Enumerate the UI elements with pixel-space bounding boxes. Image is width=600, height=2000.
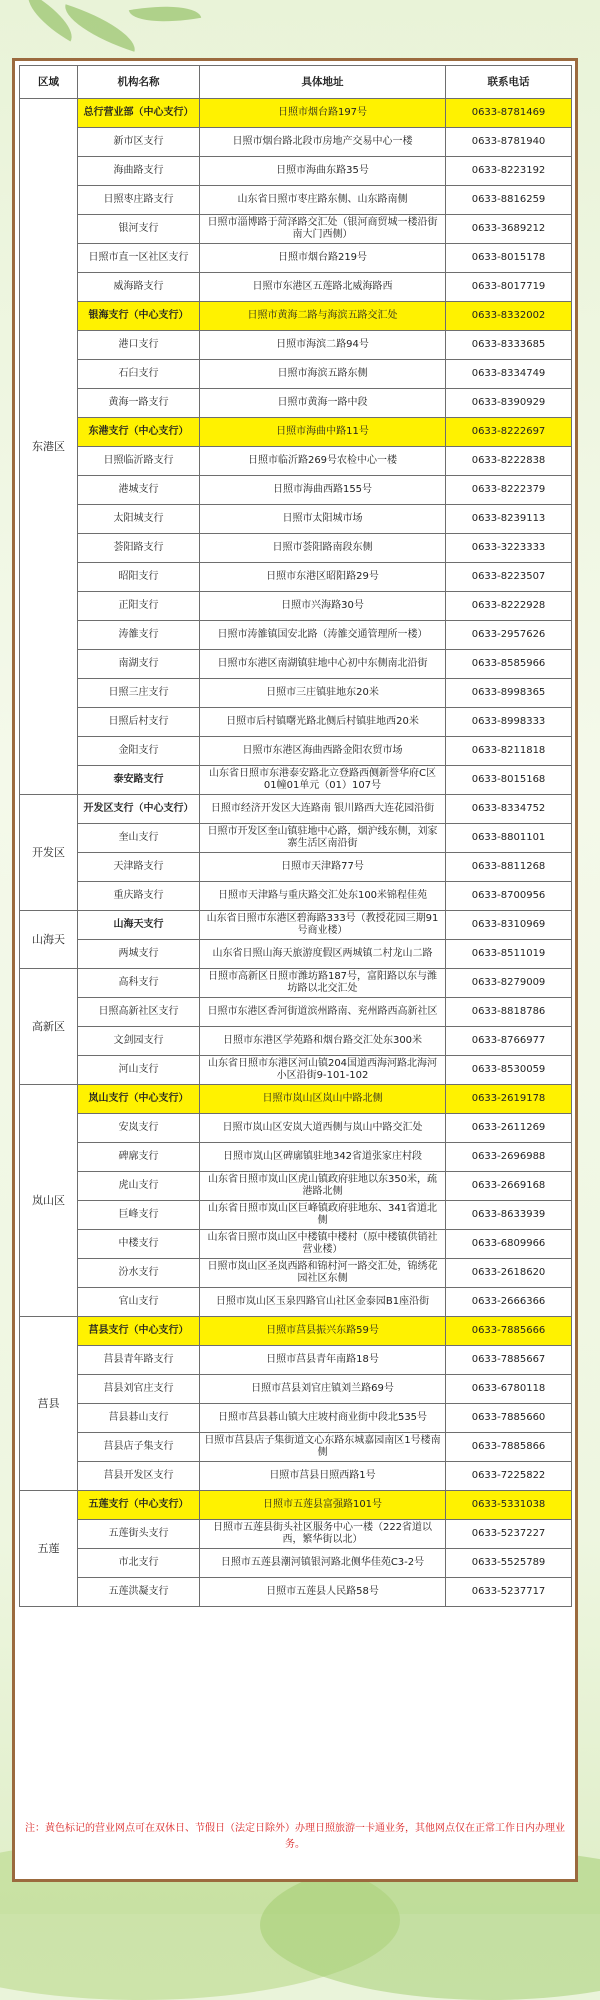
table-row	[20, 302, 572, 331]
phone-cell: 0633-8239113	[446, 505, 572, 534]
branch-name-cell: 日照三庄支行	[78, 679, 200, 708]
branch-name-cell: 天津路支行	[78, 853, 200, 882]
table-row	[20, 1462, 572, 1491]
branch-name-cell: 高科支行	[78, 969, 200, 998]
address-cell: 日照市黄海一路中段	[200, 389, 446, 418]
table-row	[20, 273, 572, 302]
phone-cell: 0633-8310969	[446, 911, 572, 940]
table-row	[20, 1201, 572, 1230]
phone-cell: 0633-8222928	[446, 592, 572, 621]
branch-name-cell: 总行营业部（中心支行）	[78, 99, 200, 128]
address-cell: 日照市兴海路30号	[200, 592, 446, 621]
region-cell: 东港区	[20, 99, 78, 795]
address-cell: 日照市临沂路269号农检中心一楼	[200, 447, 446, 476]
table-row	[20, 99, 572, 128]
branch-name-cell: 岚山支行（中心支行）	[78, 1085, 200, 1114]
table-row	[20, 1520, 572, 1549]
branch-name-cell: 奎山支行	[78, 824, 200, 853]
branch-name-cell: 汾水支行	[78, 1259, 200, 1288]
phone-cell: 0633-8530059	[446, 1056, 572, 1085]
address-cell: 日照市岚山区圣岚西路和锦村河一路交汇处，锦绣花园社区东侧	[200, 1259, 446, 1288]
address-cell: 山东省日照市东港泰安路北立登路西侧新誉华府C区01幢01单元（01）107号	[200, 766, 446, 795]
branch-name-cell: 银海支行（中心支行）	[78, 302, 200, 331]
phone-cell: 0633-8334752	[446, 795, 572, 824]
branch-name-cell: 黄海一路支行	[78, 389, 200, 418]
address-cell: 日照市莒县店子集街道文心东路东城嘉园南区1号楼南侧	[200, 1433, 446, 1462]
address-cell: 日照市烟台路219号	[200, 244, 446, 273]
address-cell: 日照市开发区奎山镇驻地中心路，烟沪线东侧，刘家寨生活区南沿街	[200, 824, 446, 853]
table-row	[20, 1027, 572, 1056]
address-cell: 日照市烟台路197号	[200, 99, 446, 128]
branch-name-cell: 海曲路支行	[78, 157, 200, 186]
phone-cell: 0633-8390929	[446, 389, 572, 418]
phone-cell: 0633-8816259	[446, 186, 572, 215]
address-cell: 日照市五莲县富强路101号	[200, 1491, 446, 1520]
address-cell: 日照市海滨二路94号	[200, 331, 446, 360]
branch-name-cell: 五莲支行（中心支行）	[78, 1491, 200, 1520]
address-cell: 日照市东港区南湖镇驻地中心初中东侧南北沿街	[200, 650, 446, 679]
phone-cell: 0633-8998333	[446, 708, 572, 737]
header-phone: 联系电话	[446, 66, 572, 99]
table-row	[20, 679, 572, 708]
phone-cell: 0633-2619178	[446, 1085, 572, 1114]
leaf-decoration	[129, 0, 201, 30]
address-cell: 山东省日照市岚山区巨峰镇政府驻地东、341省道北侧	[200, 1201, 446, 1230]
table-row	[20, 418, 572, 447]
region-cell: 莒县	[20, 1317, 78, 1491]
table-row	[20, 708, 572, 737]
branch-name-cell: 开发区支行（中心支行）	[78, 795, 200, 824]
table-row	[20, 882, 572, 911]
table-row	[20, 998, 572, 1027]
branch-name-cell: 市北支行	[78, 1549, 200, 1578]
branch-name-cell: 莒县支行（中心支行）	[78, 1317, 200, 1346]
header-region: 区域	[20, 66, 78, 99]
table-row	[20, 1404, 572, 1433]
branch-name-cell: 官山支行	[78, 1288, 200, 1317]
branch-name-cell: 日照临沂路支行	[78, 447, 200, 476]
address-cell: 日照市海滨五路东侧	[200, 360, 446, 389]
phone-cell: 0633-8223507	[446, 563, 572, 592]
phone-cell: 0633-7885866	[446, 1433, 572, 1462]
phone-cell: 0633-7885667	[446, 1346, 572, 1375]
branch-name-cell: 河山支行	[78, 1056, 200, 1085]
header-name: 机构名称	[78, 66, 200, 99]
address-cell: 日照市五莲县街头社区服务中心一楼（222省道以西，繁华街以北）	[200, 1520, 446, 1549]
table-header-row	[20, 66, 572, 99]
table-row	[20, 969, 572, 998]
branch-name-cell: 文剑园支行	[78, 1027, 200, 1056]
address-cell: 山东省日照市岚山区中楼镇中楼村（原中楼镇供销社营业楼）	[200, 1230, 446, 1259]
phone-cell: 0633-8811268	[446, 853, 572, 882]
table-frame	[12, 58, 578, 1882]
branch-name-cell: 正阳支行	[78, 592, 200, 621]
address-cell: 日照市莒县刘官庄镇刘兰路69号	[200, 1375, 446, 1404]
address-cell: 日照市海曲东路35号	[200, 157, 446, 186]
address-cell: 日照市天津路77号	[200, 853, 446, 882]
address-cell: 日照市东港区昭阳路29号	[200, 563, 446, 592]
phone-cell: 0633-5525789	[446, 1549, 572, 1578]
address-cell: 日照市经济开发区大连路南 银川路西大连花园沿街	[200, 795, 446, 824]
phone-cell: 0633-8700956	[446, 882, 572, 911]
table-row	[20, 766, 572, 795]
phone-cell: 0633-8017719	[446, 273, 572, 302]
table-row	[20, 621, 572, 650]
branch-name-cell: 东港支行（中心支行）	[78, 418, 200, 447]
address-cell: 日照市天津路与重庆路交汇处东100米锦程佳苑	[200, 882, 446, 911]
phone-cell: 0633-2666366	[446, 1288, 572, 1317]
branch-name-cell: 莒县刘官庄支行	[78, 1375, 200, 1404]
phone-cell: 0633-8222379	[446, 476, 572, 505]
phone-cell: 0633-8222838	[446, 447, 572, 476]
address-cell: 日照市莒县青年南路18号	[200, 1346, 446, 1375]
table-row	[20, 360, 572, 389]
phone-cell: 0633-8015168	[446, 766, 572, 795]
address-cell: 日照市太阳城市场	[200, 505, 446, 534]
address-cell: 山东省日照山海天旅游度假区两城镇二村龙山二路	[200, 940, 446, 969]
branch-name-cell: 碑廓支行	[78, 1143, 200, 1172]
branch-name-cell: 石臼支行	[78, 360, 200, 389]
phone-cell: 0633-8781940	[446, 128, 572, 157]
branch-name-cell: 威海路支行	[78, 273, 200, 302]
phone-cell: 0633-3689212	[446, 215, 572, 244]
phone-cell: 0633-8211818	[446, 737, 572, 766]
table-row	[20, 795, 572, 824]
phone-cell: 0633-2696988	[446, 1143, 572, 1172]
branch-name-cell: 莒县店子集支行	[78, 1433, 200, 1462]
table-row	[20, 1375, 572, 1404]
phone-cell: 0633-8332002	[446, 302, 572, 331]
branch-name-cell: 五莲洪凝支行	[78, 1578, 200, 1607]
address-cell: 日照市莒县日照西路1号	[200, 1462, 446, 1491]
phone-cell: 0633-6809966	[446, 1230, 572, 1259]
table-row	[20, 534, 572, 563]
table-row	[20, 563, 572, 592]
phone-cell: 0633-8511019	[446, 940, 572, 969]
table-row	[20, 1491, 572, 1520]
address-cell: 山东省日照市岚山区虎山镇政府驻地以东350米，疏港路北侧	[200, 1172, 446, 1201]
branch-name-cell: 太阳城支行	[78, 505, 200, 534]
address-cell: 日照市五莲县潮河镇银河路北侧华佳苑C3-2号	[200, 1549, 446, 1578]
region-cell: 高新区	[20, 969, 78, 1085]
table-row	[20, 1549, 572, 1578]
phone-cell: 0633-8781469	[446, 99, 572, 128]
address-cell: 山东省日照市枣庄路东侧、山东路南侧	[200, 186, 446, 215]
header-address: 具体地址	[200, 66, 446, 99]
branch-name-cell: 新市区支行	[78, 128, 200, 157]
address-cell: 山东省日照市东港区河山镇204国道西海河路北海河小区沿街9-101-102	[200, 1056, 446, 1085]
footnote: 注：黄色标记的营业网点可在双休日、节假日（法定日除外）办理日照旅游一卡通业务，其他网点仅在正常工作日内办理业务。	[25, 1823, 565, 1850]
phone-cell: 0633-2618620	[446, 1259, 572, 1288]
address-cell: 日照市烟台路北段市房地产交易中心一楼	[200, 128, 446, 157]
table-row	[20, 853, 572, 882]
phone-cell: 0633-8998365	[446, 679, 572, 708]
branch-name-cell: 两城支行	[78, 940, 200, 969]
address-cell: 日照市东港区学苑路和烟台路交汇处东300米	[200, 1027, 446, 1056]
address-cell: 日照市岚山区玉泉四路官山社区金泰园B1座沿街	[200, 1288, 446, 1317]
address-cell: 日照市东港区五莲路北威海路西	[200, 273, 446, 302]
table-row	[20, 824, 572, 853]
branch-name-cell: 金阳支行	[78, 737, 200, 766]
table-row	[20, 1317, 572, 1346]
branch-name-cell: 虎山支行	[78, 1172, 200, 1201]
table-row	[20, 1172, 572, 1201]
branch-name-cell: 银河支行	[78, 215, 200, 244]
table-row	[20, 447, 572, 476]
address-cell: 日照市海曲中路11号	[200, 418, 446, 447]
branch-name-cell: 中楼支行	[78, 1230, 200, 1259]
table-row	[20, 1056, 572, 1085]
phone-cell: 0633-5331038	[446, 1491, 572, 1520]
table-row	[20, 186, 572, 215]
address-cell: 山东省日照市东港区碧海路333号（教授花园三期91号商业楼）	[200, 911, 446, 940]
address-cell: 日照市三庄镇驻地东20米	[200, 679, 446, 708]
address-cell: 日照市淄博路于菏泽路交汇处（银河商贸城一楼沿街南大门西侧）	[200, 215, 446, 244]
phone-cell: 0633-5237717	[446, 1578, 572, 1607]
phone-cell: 0633-5237227	[446, 1520, 572, 1549]
region-cell: 五莲	[20, 1491, 78, 1607]
phone-cell: 0633-6780118	[446, 1375, 572, 1404]
table-row	[20, 1143, 572, 1172]
phone-cell: 0633-8585966	[446, 650, 572, 679]
phone-cell: 0633-2611269	[446, 1114, 572, 1143]
branch-name-cell: 巨峰支行	[78, 1201, 200, 1230]
phone-cell: 0633-8818786	[446, 998, 572, 1027]
branch-name-cell: 五莲街头支行	[78, 1520, 200, 1549]
branch-name-cell: 日照后村支行	[78, 708, 200, 737]
branch-name-cell: 泰安路支行	[78, 766, 200, 795]
address-cell: 日照市岚山区岚山中路北侧	[200, 1085, 446, 1114]
address-cell: 日照市后村镇曙光路北侧后村镇驻地西20米	[200, 708, 446, 737]
branch-name-cell: 日照高新社区支行	[78, 998, 200, 1027]
phone-cell: 0633-8633939	[446, 1201, 572, 1230]
address-cell: 日照市涛雒镇国安北路（涛雒交通管理所一楼）	[200, 621, 446, 650]
table-row	[20, 1346, 572, 1375]
table-row	[20, 1230, 572, 1259]
address-cell: 日照市莒县碁山镇大庄坡村商业街中段北535号	[200, 1404, 446, 1433]
table-row	[20, 157, 572, 186]
address-cell: 日照市五莲县人民路58号	[200, 1578, 446, 1607]
branch-name-cell: 山海天支行	[78, 911, 200, 940]
branch-name-cell: 莒县开发区支行	[78, 1462, 200, 1491]
address-cell: 日照市东港区香河街道滨州路南、兖州路西高新社区	[200, 998, 446, 1027]
table-row	[20, 128, 572, 157]
branch-name-cell: 莒县青年路支行	[78, 1346, 200, 1375]
phone-cell: 0633-2669168	[446, 1172, 572, 1201]
address-cell: 日照市高新区日照市潍坊路187号，富阳路以东与潍坊路以北交汇处	[200, 969, 446, 998]
table-row	[20, 244, 572, 273]
branch-name-cell: 港口支行	[78, 331, 200, 360]
phone-cell: 0633-8766977	[446, 1027, 572, 1056]
phone-cell: 0633-8333685	[446, 331, 572, 360]
phone-cell: 0633-8279009	[446, 969, 572, 998]
phone-cell: 0633-8223192	[446, 157, 572, 186]
table-row	[20, 940, 572, 969]
branch-name-cell: 日照市直一区社区支行	[78, 244, 200, 273]
region-cell: 开发区	[20, 795, 78, 911]
table-row	[20, 650, 572, 679]
table-row	[20, 505, 572, 534]
phone-cell: 0633-2957626	[446, 621, 572, 650]
table-row	[20, 331, 572, 360]
table-row	[20, 389, 572, 418]
address-cell: 日照市莒县振兴东路59号	[200, 1317, 446, 1346]
branch-name-cell: 日照枣庄路支行	[78, 186, 200, 215]
phone-cell: 0633-8015178	[446, 244, 572, 273]
branch-name-cell: 重庆路支行	[78, 882, 200, 911]
table-row	[20, 215, 572, 244]
table-row	[20, 737, 572, 766]
phone-cell: 0633-7885666	[446, 1317, 572, 1346]
phone-cell: 0633-7885660	[446, 1404, 572, 1433]
table-row	[20, 911, 572, 940]
region-cell: 岚山区	[20, 1085, 78, 1317]
branch-name-cell: 涛雒支行	[78, 621, 200, 650]
table-row	[20, 592, 572, 621]
phone-cell: 0633-7225822	[446, 1462, 572, 1491]
table-row	[20, 1433, 572, 1462]
phone-cell: 0633-8334749	[446, 360, 572, 389]
address-cell: 日照市黄海二路与海滨五路交汇处	[200, 302, 446, 331]
table-body	[20, 99, 572, 1607]
phone-cell: 0633-3223333	[446, 534, 572, 563]
table-row	[20, 476, 572, 505]
address-cell: 日照市荟阳路南段东侧	[200, 534, 446, 563]
branch-name-cell: 港城支行	[78, 476, 200, 505]
region-cell: 山海天	[20, 911, 78, 969]
branch-name-cell: 荟阳路支行	[78, 534, 200, 563]
table-row	[20, 1114, 572, 1143]
table-row	[20, 1259, 572, 1288]
branch-name-cell: 安岚支行	[78, 1114, 200, 1143]
branch-table	[19, 65, 572, 1607]
branch-name-cell: 南湖支行	[78, 650, 200, 679]
phone-cell: 0633-8222697	[446, 418, 572, 447]
address-cell: 日照市岚山区碑廓镇驻地342省道张家庄村段	[200, 1143, 446, 1172]
phone-cell: 0633-8801101	[446, 824, 572, 853]
branch-name-cell: 莒县碁山支行	[78, 1404, 200, 1433]
table-row	[20, 1578, 572, 1607]
branch-name-cell: 昭阳支行	[78, 563, 200, 592]
table-row	[20, 1288, 572, 1317]
address-cell: 日照市岚山区安岚大道西侧与岚山中路交汇处	[200, 1114, 446, 1143]
table-row	[20, 1085, 572, 1114]
address-cell: 日照市海曲西路155号	[200, 476, 446, 505]
address-cell: 日照市东港区海曲西路金阳农贸市场	[200, 737, 446, 766]
